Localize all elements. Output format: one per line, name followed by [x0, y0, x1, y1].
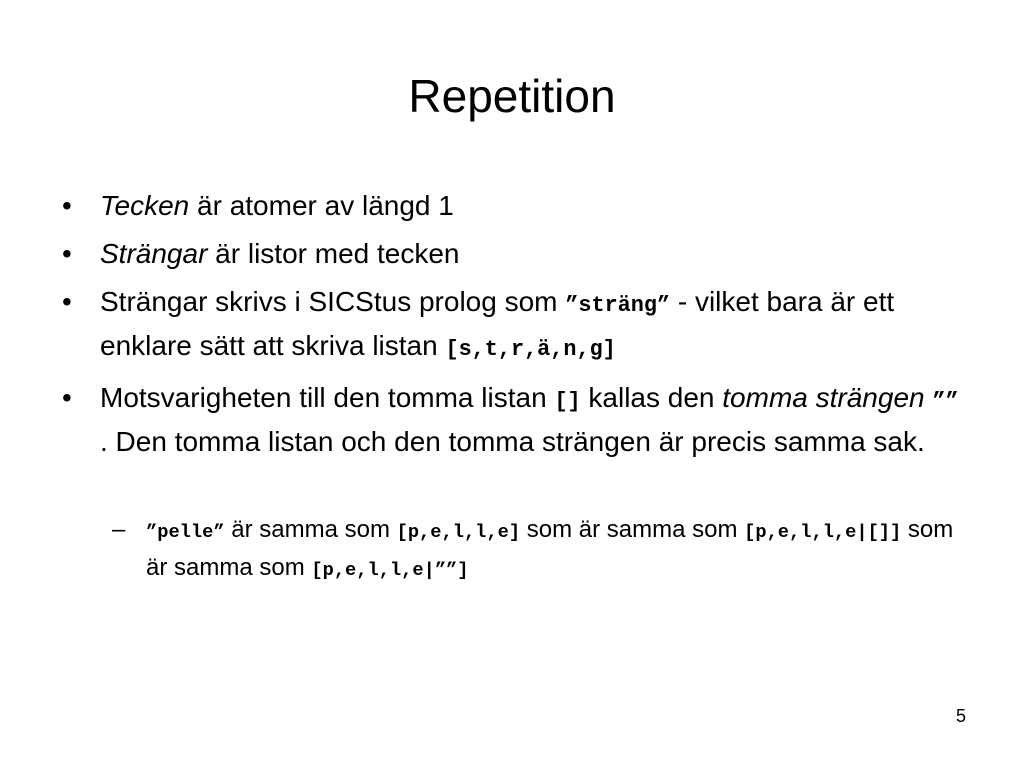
bullet-text-part: Tecken: [100, 190, 190, 221]
code-snippet: ””: [932, 389, 959, 414]
sub-bullet-item: [112, 512, 960, 588]
sub-bullet-text-part: är samma som: [224, 516, 397, 543]
bullet-item: [60, 282, 960, 370]
bullet-text-part: är atomer av längd 1: [189, 190, 454, 221]
slide-title: Repetition: [408, 70, 616, 122]
code-snippet: [p,e,l,l,e|””]: [311, 559, 469, 581]
bullet-text-part: tomma strängen: [722, 382, 933, 413]
bullet-marker: •: [62, 382, 72, 413]
code-snippet: []: [554, 389, 581, 414]
slide-content: [60, 186, 960, 588]
code-snippet: [p,e,l,l,e|[]]: [744, 521, 902, 543]
bullet-text-part: Strängar: [100, 238, 208, 269]
bullet-item: [60, 234, 960, 274]
page-number: 5: [955, 706, 966, 726]
code-snippet: [p,e,l,l,e]: [396, 521, 521, 543]
code-snippet: ”pelle”: [146, 521, 225, 543]
bullet-item: [60, 378, 960, 462]
sub-bullet-marker: –: [112, 516, 126, 543]
bullet-text-part: - vilket bara är ett enklare sätt att skriva listan: [100, 286, 895, 361]
bullet-text-part: . Den tomma listan och den tomma strängen är precis samma sak.: [100, 426, 925, 457]
bullet-text-part: Strängar skrivs i SICStus prolog som: [100, 286, 566, 317]
sub-bullet-text-part: som är samma som: [520, 516, 745, 543]
bullet-text-part: kallas den: [580, 382, 723, 413]
code-snippet: ”sträng”: [565, 293, 671, 318]
bullet-text-part: är listor med tecken: [207, 238, 460, 269]
bullet-marker: •: [62, 286, 72, 317]
bullet-text-part: Motsvarigheten till den tomma listan: [100, 382, 555, 413]
bullet-item: [60, 186, 960, 226]
sub-bullet-text-part: som är samma som: [146, 516, 954, 581]
bullet-marker: •: [62, 190, 72, 221]
bullet-marker: •: [62, 238, 72, 269]
code-snippet: [s,t,r,ä,n,g]: [445, 337, 616, 362]
